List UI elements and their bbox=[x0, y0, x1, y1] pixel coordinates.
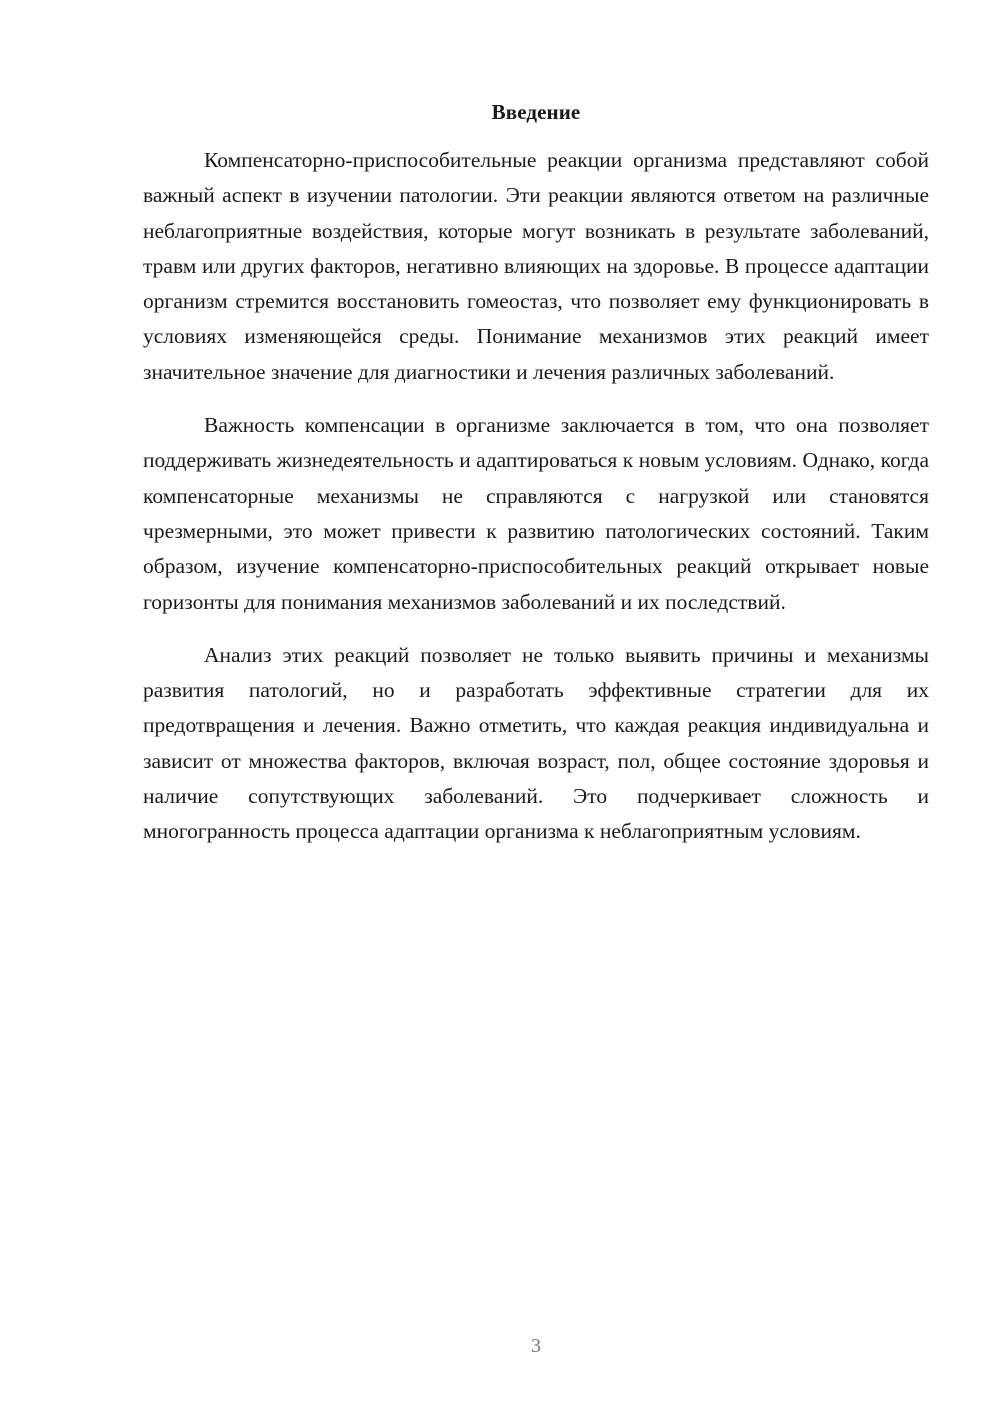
paragraph: Компенсаторно-приспособительные реакции организма представляют собой важный аспект в изучении патологии. Эти реакции являются ответом на различные неблагоприятные воздействия, которые могут возникать в результате заболеваний, травм или других факторов, негативно влияющих на здоровье. В процессе адаптации организм стремится восстановить гомеостаз, что позволяет ему функционировать в условиях изменяющейся среды. Понимание механизмов этих реакций имеет значительное значение для диагностики и лечения различных заболеваний. bbox=[143, 148, 929, 384]
body-text bbox=[143, 143, 929, 850]
paragraph: Анализ этих реакций позволяет не только выявить причины и механизмы развития патологий, но и разработать эффективные стратегии для их предотвращения и лечения. Важно отметить, что каждая реакция индивидуальна и зависит от множества факторов, включая возраст, пол, общее состояние здоровья и наличие сопутствующих заболеваний. Это подчеркивает сложность и многогранность процесса адаптации организма к неблагоприятным условиям. bbox=[143, 642, 929, 844]
section-heading: Введение bbox=[491, 100, 581, 124]
page-number: 3 bbox=[531, 1335, 541, 1357]
paragraph: Важность компенсации в организме заключается в том, что она позволяет поддерживать жизнедеятельность и адаптироваться к новым условиям. Однако, когда компенсаторные механизмы не справляются с нагрузкой или становятся чрезмерными, это может привести к развитию патологических состояний. Таким образом, изучение компенсаторно-приспособительных реакций открывает новые горизонты для понимания механизмов заболеваний и их последствий. bbox=[143, 413, 929, 614]
